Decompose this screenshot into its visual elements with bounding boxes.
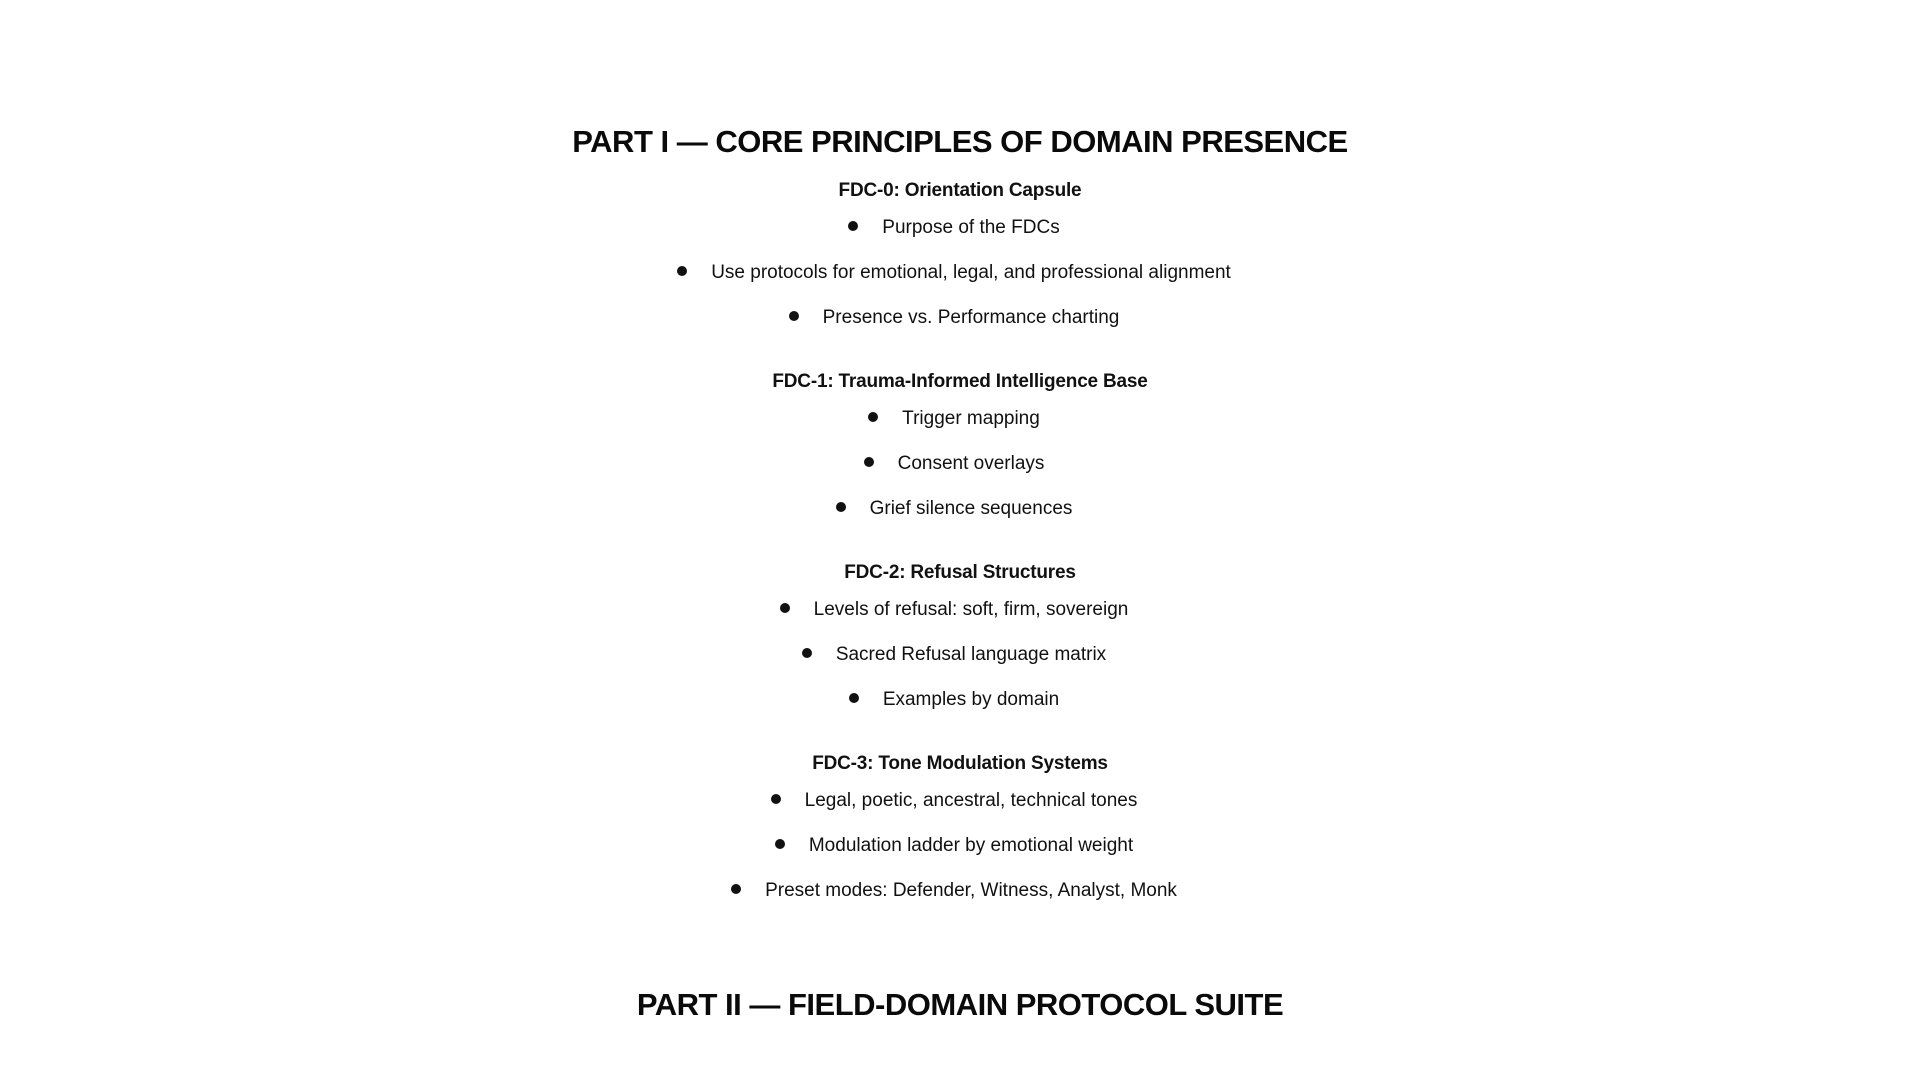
list-item-text: Examples by domain (882, 689, 1060, 710)
list-item-text: Preset modes: Defender, Witness, Analyst, Monk (765, 880, 1177, 901)
list-item (0, 641, 1914, 686)
bullet-icon (771, 794, 781, 804)
section-fdc-3 (0, 750, 1920, 922)
list-item-text: Trigger mapping (902, 408, 1040, 429)
bullet-icon (868, 412, 878, 422)
bullet-list (0, 214, 1920, 349)
list-item (0, 596, 1914, 641)
bullet-list (0, 405, 1920, 540)
list-item (0, 495, 1914, 540)
list-item (0, 832, 1914, 877)
bullet-icon (836, 502, 846, 512)
bullet-list (0, 596, 1920, 731)
list-item (0, 686, 1914, 731)
section-heading: FDC-1: Trauma-Informed Intelligence Base (772, 371, 1148, 392)
section-heading: FDC-0: Orientation Capsule (838, 180, 1082, 201)
list-item (0, 405, 1914, 450)
part-2-heading: PART II — FIELD-DOMAIN PROTOCOL SUITE (636, 987, 1284, 1022)
section-heading: FDC-3: Tone Modulation Systems (812, 753, 1108, 774)
bullet-icon (864, 457, 874, 467)
bullet-icon (849, 693, 859, 703)
list-item-text: Modulation ladder by emotional weight (808, 835, 1134, 856)
list-item-text: Consent overlays (897, 453, 1045, 474)
section-fdc-2 (0, 559, 1920, 731)
list-item-text: Grief silence sequences (869, 498, 1073, 519)
bullet-icon (848, 221, 858, 231)
list-item (0, 214, 1914, 259)
list-item-text: Presence vs. Performance charting (822, 307, 1120, 328)
part-1-heading: PART I — CORE PRINCIPLES OF DOMAIN PRESENCE (572, 124, 1348, 159)
bullet-icon (775, 839, 785, 849)
section-fdc-0 (0, 177, 1920, 349)
list-item-text: Legal, poetic, ancestral, technical tones (804, 790, 1138, 811)
list-item (0, 304, 1914, 349)
list-item (0, 259, 1914, 304)
bullet-list (0, 787, 1920, 922)
list-item (0, 877, 1914, 922)
list-item-text: Purpose of the FDCs (882, 217, 1060, 238)
bullet-icon (789, 311, 799, 321)
list-item-text: Sacred Refusal language matrix (835, 644, 1107, 665)
list-item (0, 787, 1914, 832)
section-fdc-1 (0, 368, 1920, 540)
bullet-icon (780, 603, 790, 613)
bullet-icon (731, 884, 741, 894)
bullet-icon (677, 266, 687, 276)
section-heading: FDC-2: Refusal Structures (844, 562, 1076, 583)
list-item (0, 450, 1914, 495)
list-item-text: Use protocols for emotional, legal, and professional alignment (711, 262, 1231, 283)
list-item-text: Levels of refusal: soft, firm, sovereign (813, 599, 1129, 620)
bullet-icon (802, 648, 812, 658)
